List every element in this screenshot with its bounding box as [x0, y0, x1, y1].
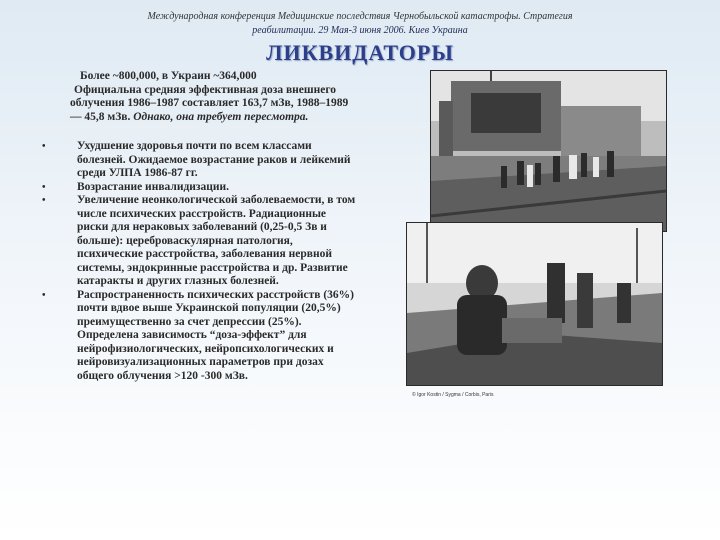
liquidator-count: Более ~800,000, в Украин ~364,000	[80, 70, 257, 82]
dose-text: Официальна средняя эффективная доза внешнего облучения 1986–1987 составляет 163,7 мЗв, 1988–1989 — 45,8 мЗв.	[70, 83, 349, 123]
liquidators-illustration	[407, 223, 662, 385]
photo-caption: © Igor Kostin / Sygma / Corbis, Paris	[412, 392, 494, 398]
bullet-list	[40, 140, 360, 383]
list-item-text: Ухудшение здоровья почти по всем классами болезней. Ожидаемое возрастание раков и лейкемий среди УЛПА 1986-87 гг.	[77, 140, 351, 179]
list-item-text: Увеличение неонкологической заболеваемости, в том числе психических расстройств. Радиационные риски для нераковых заболеваний (0,25-0,5 Зв и больше): цереброваскулярная патология, психические расстройства, заболевания нервной системы, эндокринные расстройства и др. Развитие катаракты и других глазных болезней.	[77, 194, 356, 287]
list-item	[40, 181, 360, 195]
slide-title: ЛИКВИДАТОРЫ	[266, 40, 454, 65]
list-item	[40, 140, 360, 181]
header-line-2: реабилитации. 29 Мая-3 июня 2006. Киев Украина	[252, 25, 468, 36]
bullet-icon: •	[42, 141, 46, 152]
list-item	[40, 289, 360, 384]
bullet-icon: •	[42, 195, 46, 206]
reactor-site-photo	[430, 70, 667, 232]
dose-statement	[70, 84, 355, 125]
intro-text	[70, 70, 355, 124]
bullet-icon: •	[42, 181, 46, 193]
liquidators-at-work-photo	[406, 222, 663, 386]
revision-note: Однако, она требует пересмотра.	[133, 110, 309, 123]
conference-header	[60, 10, 660, 38]
reactor-site-illustration	[431, 71, 666, 231]
header-line-1: Международная конференция Медицинские последствия Чернобыльской катастрофы. Стратегия	[147, 11, 573, 22]
list-item-text: Возрастание инвалидизации.	[77, 180, 230, 193]
bullet-icon: •	[42, 289, 46, 301]
list-item	[40, 194, 360, 289]
list-item-text: Распространенность психических расстройств (36%) почти вдвое выше Украинской популяции (20,5%) преимущественно за счет депрессии (25%). Определена зависимость “доза-эффект” для нейрофизиологических, нейропсихологических и нейровизуализационных параметров при дозах общего облучения >120 -300 мЗв.	[77, 288, 354, 382]
